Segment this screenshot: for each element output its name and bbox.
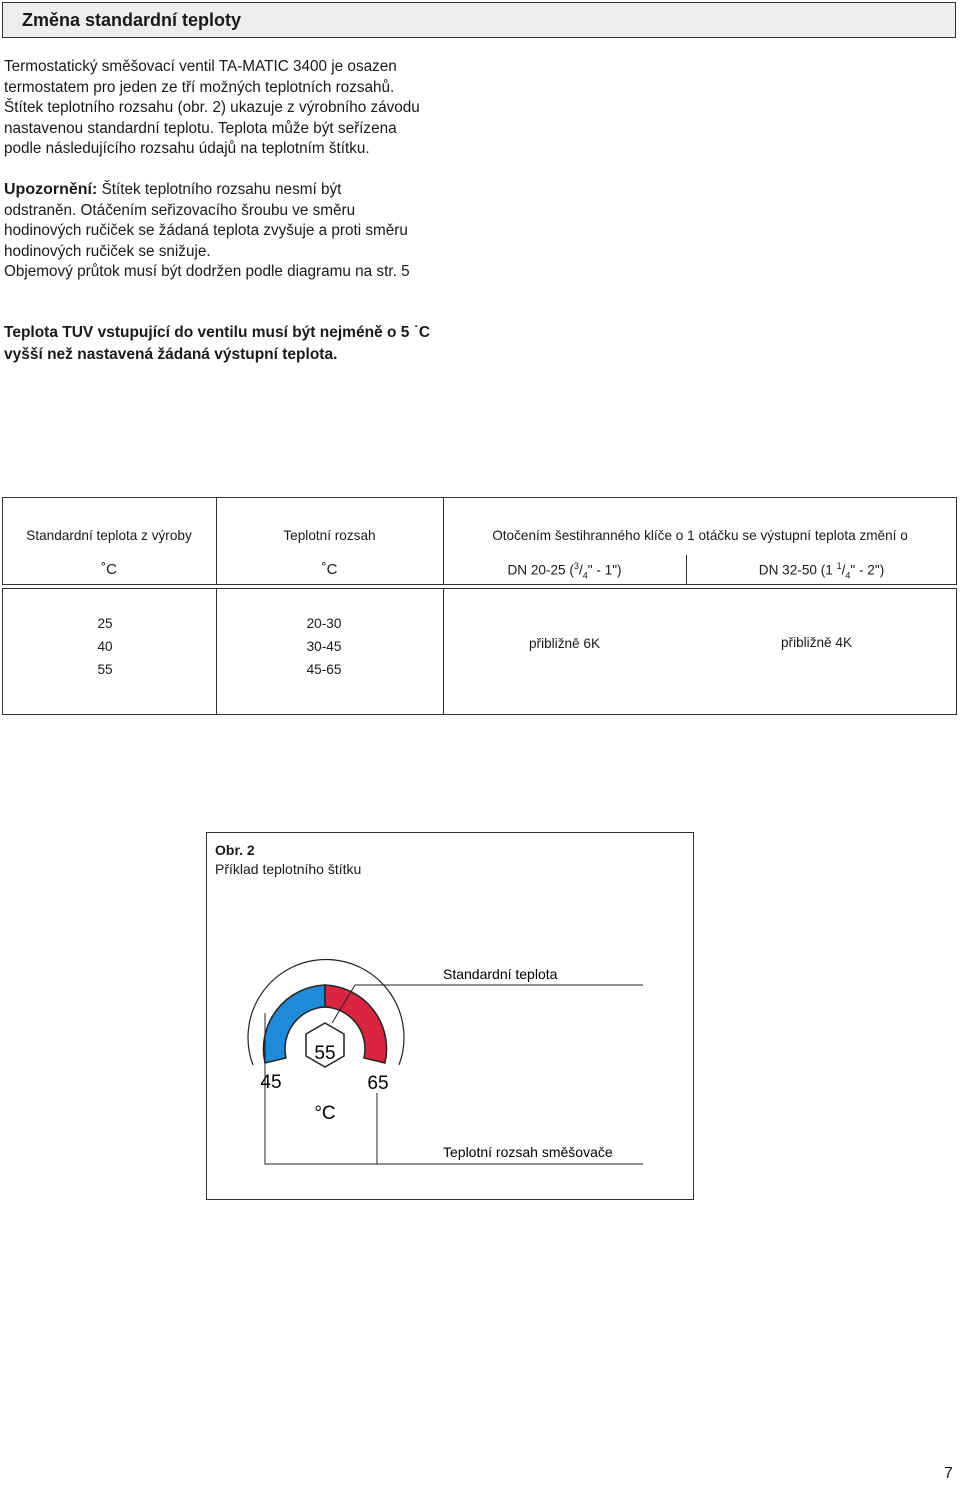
- header-standard-temperature: Standardní teplota z výroby: [26, 528, 192, 543]
- warning-line: odstraněn. Otáčením seřizovacího šroubu ve směru: [4, 201, 356, 219]
- dial-center-value: 55: [314, 1043, 336, 1064]
- intro-line: Termostatický směšovací ventil TA-MATIC 3400 je osazen: [4, 58, 397, 75]
- note-line-2: vyšší než nastavená žádaná výstupní teplota.: [4, 346, 338, 363]
- inlet-temperature-note: [4, 322, 524, 366]
- section-title: Změna standardní teploty: [22, 10, 242, 30]
- header-turn-change: Otočením šestihranného klíče o 1 otáčku se výstupní teplota změní o: [492, 528, 908, 543]
- dn-large-header: DN 32-50 (1 $^1/_4$" - 2"): [758, 561, 885, 581]
- figure-title: Příklad teplotního štítku: [215, 861, 362, 877]
- standard-value-25: 25: [97, 616, 113, 631]
- warning-label: Upozornění:: [4, 181, 98, 198]
- figure-number: Obr. 2: [215, 842, 255, 858]
- mixer-range-label: Teplotní rozsah směšovače: [443, 1144, 613, 1160]
- header-temperature-range: Teplotní rozsah: [283, 528, 376, 543]
- page-number: 7: [944, 1465, 953, 1482]
- range-value-45-65: 45-65: [306, 662, 342, 677]
- unit-standard: ˚C: [101, 561, 117, 578]
- standard-temperature-label: Standardní teplota: [443, 966, 558, 982]
- temperature-dial-drawing: [207, 833, 693, 1199]
- standard-value-55: 55: [97, 662, 113, 677]
- table-top-rule: [2, 497, 957, 498]
- change-large-dn: přibližně 4K: [780, 635, 853, 650]
- intro-line: podle následujícího rozsahu údajů na teplotním štítku.: [4, 140, 370, 157]
- dn-small-header: DN 20-25 ($^3/_4$" - 1"): [507, 561, 622, 581]
- intro-line: termostatem pro jeden ze tří možných teplotních rozsahů.: [4, 78, 395, 96]
- warning-line: hodinových ručiček se snižuje.: [4, 242, 211, 260]
- note-line-1: Teplota TUV vstupující do ventilu musí být nejméně o 5 ˙C: [4, 324, 431, 341]
- dial-right-value: 65: [367, 1073, 389, 1094]
- range-value-20-30: 20-30: [306, 616, 342, 631]
- warning-line: Objemový průtok musí být dodržen podle diagramu na str. 5: [4, 263, 410, 280]
- figure-temperature-label: [206, 832, 694, 1200]
- table-column-divider: [443, 589, 444, 715]
- unit-range: ˚C: [321, 561, 338, 578]
- intro-paragraph: [4, 57, 494, 160]
- range-value-30-45: 30-45: [306, 639, 342, 654]
- change-small-dn: přibližně 6K: [528, 636, 601, 651]
- dial-unit: °C: [314, 1103, 336, 1124]
- warning-line: hodinových ručiček se žádaná teplota zvyšuje a proti směru: [4, 222, 408, 239]
- intro-line: nastavenou standardní teplotu. Teplota může být seřízena: [4, 119, 397, 137]
- dial-left-value: 45: [260, 1072, 282, 1093]
- intro-line: Štítek teplotního rozsahu (obr. 2) ukazuje z výrobního závodu: [4, 99, 420, 116]
- table-header-rule: [2, 584, 957, 585]
- table-right-border: [956, 589, 957, 715]
- temperature-range-table: [2, 497, 957, 715]
- warning-paragraph: [4, 180, 504, 283]
- standard-value-40: 40: [97, 639, 113, 654]
- table-bottom-rule: [2, 714, 957, 715]
- table-mid-rule: [2, 588, 957, 589]
- section-title-box: [2, 2, 956, 38]
- warning-first-line: Štítek teplotního rozsahu nesmí být: [97, 181, 342, 198]
